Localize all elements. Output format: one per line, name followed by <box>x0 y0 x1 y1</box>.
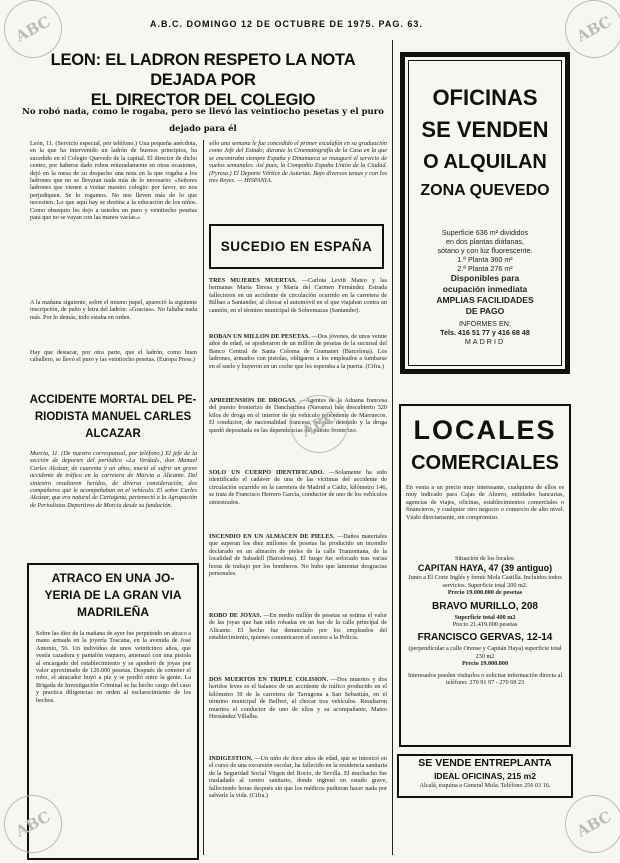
locales-title-1: LOCALES <box>413 415 557 445</box>
sucedio-item <box>209 333 387 393</box>
oficinas-title-1: OFICINAS <box>432 85 538 110</box>
sucedio-item-title: DOS MUERTOS EN TRIPLE COLISION. <box>209 676 328 683</box>
oficinas-bold-2: ocupación inmediata <box>442 284 528 294</box>
sucedio-item-text: —En medio millón de pesetas se estima el valor de las joyas que han sido robadas en un bar de la calle principal de Alicante. El hecho fue denunciado por los empleados del establecimiento, quienes comunicaron el suceso a la Policía. <box>209 612 387 642</box>
sucedio-item-text: —Agentes de la Aduana francesa del puesto fronterizo de Dancharinea (Navarra) han descubierto 520 kilos de droga en el interior de un vehículo procedente de Marruecos. El conductor, de nacionalidad francesa, ha sido detenido y la droga quedó depositada en las dependencias del puesto fronterizo. <box>209 397 387 434</box>
sucedio-item <box>209 612 387 672</box>
locales-ad-titles <box>401 412 569 478</box>
abc-watermark: ABC <box>0 785 72 863</box>
locales-1-desc: Junto a El Corte Inglés y frente Mola Castilla. Incluidos todos servicios. Superficie total 200 m2. <box>408 574 562 589</box>
sucedio-item-title: INDIGESTION. <box>209 755 253 762</box>
oficinas-tel: Tels. 416 51 77 y 416 68 48 <box>440 328 530 337</box>
accidente-body: Murcia, 11. (De nuestro corresponsal, por teléfono.) El jefe de la sección de deportes del periódico «La Verdad», don Manuel Carles Alcázar, de cuarenta y un años, murió al sufrir un grave accidente de tráfico en la carretera de Murcia a Alicante. Del siniestro resultaron heridos, de diversa consideración, dos compañeros que le acompañaban en el vehículo. El señor Carles Alcázar, que era natural de Cartagena, perteneció a la Agrupación de Periodistas Deportivos de Murcia desde su fundación. <box>30 450 197 509</box>
sucedio-item-title: APREHENSION DE DROGAS. <box>209 397 297 404</box>
leon-headline-line-1: LEON: EL LADRON RESPETO LA NOTA DEJADA POR <box>50 51 356 89</box>
locales-contact: Interesados pueden visitarlos o solicitar información directa al teléfono: 270 91 97 - 270 69 23 <box>407 671 563 687</box>
oficinas-info: INFORMES EN: <box>459 319 511 328</box>
sucedio-item-title: INCENDIO EN UN ALMACEN DE PIELES. <box>209 533 335 540</box>
sucedio-item-text: —Solamente ha sido identificado el cadáver de una de las víctimas del accidente de circulación ocurrido en la carretera de Madrid a Cádiz, kilómetro 146, se trata de Francisco Herrero García, conductor de uno de los vehículos siniestrados. <box>209 469 387 506</box>
locales-3-name: FRANCISCO GERVAS, 12-14 <box>417 632 553 644</box>
accidente-headline-line-1: ACCIDENTE MORTAL DEL PE- <box>29 394 197 406</box>
oficinas-body-3: sótano y con luz fluorescente. <box>437 246 533 255</box>
accidente-headline <box>27 392 199 443</box>
locales-2-name: BRAVO MURILLO, 208 <box>432 600 538 612</box>
oficinas-bold-1: Disponibles para <box>450 273 520 283</box>
atraco-body: Sobre las diez de la mañana de ayer fue perpetrado un atraco a mano armada en la joyería Toscana, en la avenida de José Antonio, 56. Un individuo de unos veinticinco años, que vestía cazadora y pantalón vaquero, amenazó con una pistola al encargado del establecimiento y se apoderó de joyas por valor aproximado de 120.000 pesetas. Después de cometer el robo, el atracador huyó a pie y se perdió entre la gente. La Brigada de Investigación Criminal se ha hecho cargo del caso y practica diligencias en orden al esclarecimiento de los hechos. <box>36 630 191 704</box>
sucedio-title: SUCEDIO EN ESPAÑA <box>220 239 373 254</box>
locales-3-price: Precio 19.000.000 <box>461 660 509 668</box>
sucedio-item-text: —Daños materiales que superan los diez millones de pesetas ha producido un incendio declarado en un almacén de pieles de la calle Tramontana, de la localidad de Sabadell (Barcelona). El fuego fue sofocado tras varias horas de trabajo por los bomberos. No hubo que lamentar desgracias personales. <box>209 533 387 578</box>
middle-lead-body: sólo una semana le fue concedido el primer escalafón en su graduación como Jefe del Estado; durante la Cinematografía de la Casa en la que se encontraba siempre España y Dinamarca se inauguró el servicio de vuelos semanales. Así pues, la Compañía España Unión de la Ciudad. (Pyresa.) El Deporte Vértice de Asturias. Bajo diversos temas y con los tres Reyes. — HISPANIA. <box>209 140 387 185</box>
locales-listing <box>404 555 566 745</box>
leon-body-1: León, 11. (Servicio especial, por teléfono.) Una pequeña anécdota, en la que ha intervenido un ladrón de buenos principios, ha sucedido en el Colegio Quevedo de la capital. El director de dicho centro, por haberse dado robos reiteradamente en otras ocasiones, dejó en la mesa de su despacho una nota en la que rogaba a los ladrones que no se llevaran nada más de lo necesario: «Señores ladrones que vienen a visitar nuestro colegio: por favor, no nos perjudiquen. Se lo rogamos. No nos lleven más de lo que necesiten. Lo que aquí hay se destina a la educación de los niños. Como obsequio les dejo a ustedes un puro y veintiocho pesetas para que no se vayan con las manos vacías.» <box>30 140 197 222</box>
sucedio-item-text: —Un niño de doce años de edad, que se intoxicó en el curso de una excursión escolar, ha fallecido en la residencia sanitaria de la Seguridad Social Virgen del Rocío, de Sevilla. El muchacho fue trasladado al centro sanitario, donde ingresó en estado grave, falleciendo horas después sin que los médicos pudieran hacer nada por salvarle la vida. (Cifra.) <box>209 755 387 800</box>
oficinas-ad-titles <box>410 82 560 204</box>
entreplanta-body: Alcalá, esquina a General Mola. Teléfono 256 03 16. <box>419 782 551 789</box>
sucedio-item-text: —Carlota Levitt Mateo y las hermanas María Teresa y María del Carmen Fernández Estrada fallecieron en un accidente de circulación ocurrido en la carretera de Bilbao a Santander, al chocar el automóvil en el que viajaban contra un camión, en el término municipal de Sobremazas (Santander). <box>209 277 387 314</box>
abc-watermark: ABC <box>555 0 620 68</box>
locales-1-price: Precio 19.000.000 de pesetas <box>447 589 523 597</box>
oficinas-bold-4: DE PAGO <box>465 306 505 316</box>
leon-subheadline-line-1: No robó nada, como le rogaba, pero se llevó las veintiocho pesetas y el puro <box>22 107 384 117</box>
sucedio-item <box>209 533 387 608</box>
oficinas-title-3: O ALQUILAN <box>423 151 547 173</box>
sucedio-item-title: ROBAN UN MILLON DE PESETAS. <box>209 333 310 340</box>
locales-2-desc: Superficie total 400 m2 <box>454 613 516 621</box>
atraco-headline-line-3: MADRILEÑA <box>77 605 149 619</box>
abc-watermark: ABC <box>280 385 358 463</box>
sucedio-item-title: SOLO UN CUERPO IDENTIFICADO. <box>209 469 324 476</box>
locales-intro: En venta a un precio muy interesante, cualquiera de ellos es muy indicado para Cajas de Ahorro, entidades bancarias, agencias de viajes, oficinas, establecimientos comerciales o financieros, y cualquier otro negocio o comercio de alto nivel. Véalo directamente, sin compromiso. <box>406 484 564 521</box>
oficinas-title-2: SE VENDEN <box>421 117 549 142</box>
locales-3-desc: (perpendicular a calle Orense y Capitán Haya) superficie total 230 m2 <box>408 645 562 660</box>
entreplanta-title: SE VENDE ENTREPLANTA <box>418 757 552 769</box>
sucedio-item <box>209 469 387 529</box>
sucedio-item <box>209 676 387 751</box>
sucedio-item-text: —Dos jóvenes, de unos veinte años de edad, se apoderaron de un millón de pesetas de la sucursal del Banco Central de Santa Coloma de Gramanet (Barcelona). Los ladrones, armados con pistolas, obligaron a los empleados a tumbarse en el suelo y huyeron en un coche que les esperaba a la puerta. (Cifra.) <box>209 333 387 370</box>
leon-headline <box>18 50 388 110</box>
sucedio-item-text: —Dos muertos y dos heridos leves es el balance de un accidente de tráfico producido en el kilómetro 39 de la carretera de Tarragona a San Sebastián, en el término municipal de Bellvei, al chocar tres vehículos. Resultaron muertos el conductor de uno de ellos y su acompañante, Mateo Hernández Villalba. <box>209 676 387 721</box>
oficinas-body-2: en dos plantas diáfanas, <box>446 237 524 246</box>
leon-subheadline-line-2: dejado para él <box>169 124 237 134</box>
oficinas-title-4: ZONA QUEVEDO <box>420 182 550 199</box>
abc-watermark: ABC <box>0 0 72 68</box>
entreplanta-subtitle: IDEAL OFICINAS, 215 m2 <box>434 771 536 781</box>
sucedio-title-box <box>209 224 384 269</box>
leon-body-3: Hay que destacar, por otra parte, que el ladrón, como buen caballero, se llevó el puro y las veintiocho pesetas. (Europa Press.) <box>30 349 197 364</box>
accidente-headline-line-3: ALCAZAR <box>85 428 141 440</box>
oficinas-body-1: Superficie 636 m² divididos <box>441 228 529 237</box>
abc-watermark: ABC <box>555 785 620 863</box>
locales-1-name: CAPITAN HAYA, 47 (39 antiguo) <box>417 563 553 574</box>
locales-situation: Situación de los locales: <box>455 555 515 562</box>
page-header: A.B.C. DOMINGO 12 DE OCTUBRE DE 1975. PAG. 63. <box>150 19 423 29</box>
oficinas-city: MADRID <box>464 337 506 346</box>
column-rule-left <box>203 140 204 855</box>
oficinas-ad-body <box>412 228 558 346</box>
oficinas-body-5: 2.ª Planta 276 m² <box>457 264 513 273</box>
leon-headline-line-2: EL DIRECTOR DEL COLEGIO <box>90 91 316 109</box>
sucedio-item-title: TRES MUJERES MUERTAS. <box>209 277 297 284</box>
locales-2-price: Precio 21.419.000 pesetas <box>452 621 518 629</box>
leon-subheadline <box>22 104 384 138</box>
sucedio-item-title: ROBO DE JOYAS. <box>209 612 262 619</box>
oficinas-bold-3: AMPLIAS FACILIDADES <box>436 295 534 305</box>
sucedio-item <box>209 755 387 845</box>
atraco-headline-line-1: ATRACO EN UNA JO- <box>51 571 175 585</box>
locales-title-2: COMERCIALES <box>411 452 559 474</box>
atraco-headline <box>32 570 194 621</box>
sucedio-items <box>209 277 387 857</box>
leon-body-2: A la mañana siguiente, sobre el mismo papel, apareció la siguiente inscripción, de puño y letra del ladrón: «Gracias». No faltaba nada más. Por lo demás, todo estaba en orden. <box>30 299 197 321</box>
oficinas-body-4: 1.ª Planta 360 m² <box>457 255 513 264</box>
accidente-headline-line-2: RIODISTA MANUEL CARLES <box>34 411 192 423</box>
sucedio-item <box>209 277 387 329</box>
atraco-headline-line-2: YERIA DE LA GRAN VIA <box>44 588 182 602</box>
column-rule-right <box>392 40 393 855</box>
